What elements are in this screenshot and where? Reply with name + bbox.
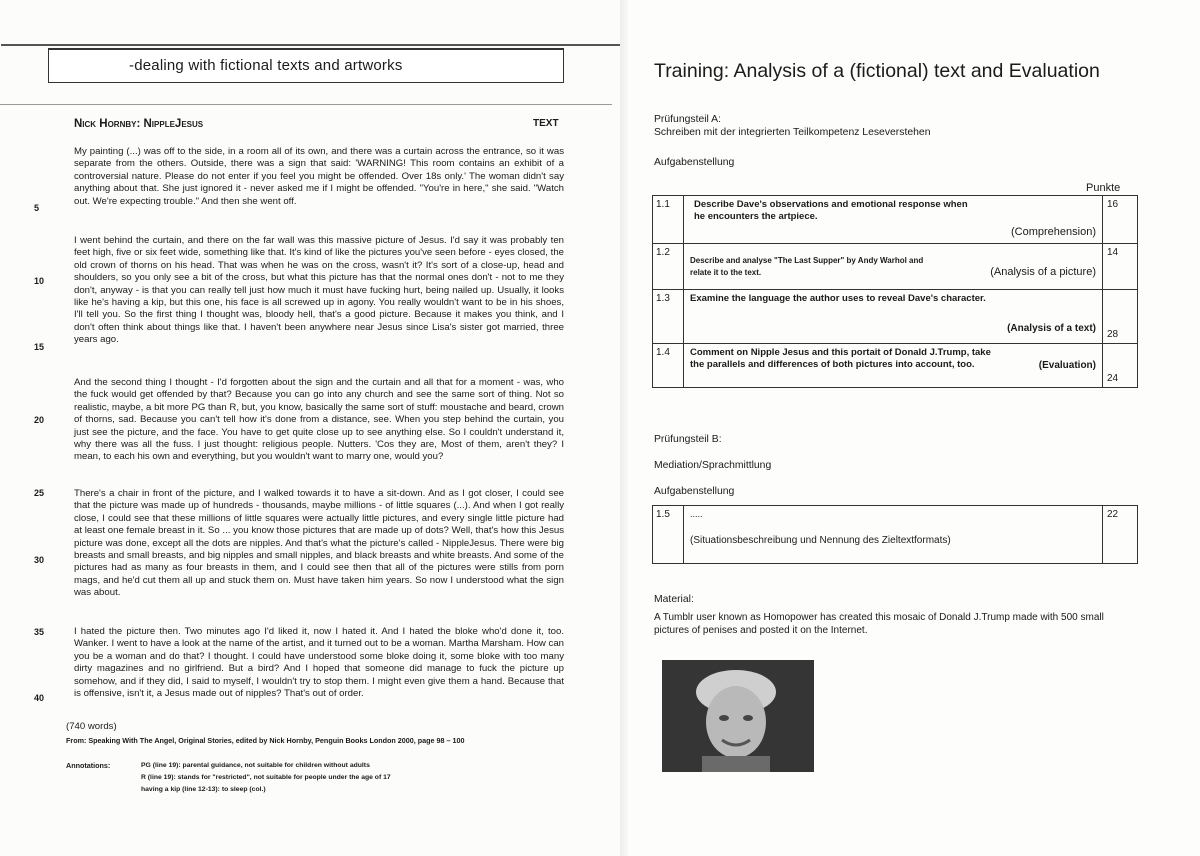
part-a-label: Prüfungsteil A:: [654, 114, 722, 125]
divider: [0, 104, 612, 105]
part-b-description: Mediation/Sprachmittlung: [654, 460, 772, 471]
line-number: 10: [34, 276, 45, 286]
annotation-item: PG (line 19): parental guidance, not suitable for children without adults: [141, 762, 370, 769]
table-row: [653, 506, 1138, 564]
task-dots: .....: [690, 509, 703, 519]
task-number: 1.1: [653, 196, 684, 244]
task-category: (Comprehension): [1011, 226, 1096, 238]
task-table-b: [652, 505, 1138, 564]
material-label: Material:: [654, 594, 694, 605]
material-description: A Tumblr user known as Homopower has created this mosaic of Donald J.Trump made with 500 small pictures of penises and posted it on the Internet.: [654, 612, 1104, 636]
line-number: 15: [34, 342, 45, 352]
task-table: [652, 195, 1138, 388]
paragraph-3: And the second thing I thought - I'd forgotten about the sign and the curtain and all that for a moment - was, who the fuck would get offended by that? Because you can go into any church and see the same sort of thing. Not so realistic, maybe, a bit more PG than R, but, you know, basically the same sort of stuff: moustache and beard, crown of thorns, sad. Because you can't tell how it's done from a distance, see. When you step behind the curtain, you just see the picture, and the face. You have to get quite close up to see anything else. So I couldn't understand it, why there was all the fuss. I just thought: religious people. Nutters. 'Cos they are, Most of them, aren't they? I mean, to each his own and everything, but you wouldn't want to marry one, would you?: [74, 377, 564, 463]
annotation-item: having a kip (line 12-13): to sleep (col.): [141, 786, 266, 793]
task-number: 1.2: [653, 244, 684, 290]
part-b-label: Prüfungsteil B:: [654, 434, 722, 445]
line-number: 35: [34, 627, 45, 637]
paragraph-5: I hated the picture then. Two minutes ago I'd liked it, now I hated it. And I hated the bloke who'd done it, too. Wanker. I went to have a look at the name of the artist, and it turned out to be a woman. Martha Marsham. How can you be a woman and do that? I thought. I could have understood some bloke doing it, some bloke with too many dirty magazines and no girlfriend. But a bird? And I hoped that someone did manage to fuck the picture up somehow, and if they did, I said to myself, I wouldn't try to stop them. I might even give them a hand. Because that is offensive, isn't it, a Jesus made out of nipples? That's out of order.: [74, 626, 564, 700]
task-cell: [684, 290, 1103, 344]
line-number: 25: [34, 488, 45, 498]
right-page: [628, 0, 1200, 856]
task-cell: [684, 344, 1103, 388]
section-header-box: [48, 48, 564, 83]
task-cell: [684, 196, 1103, 244]
task-points: 16: [1103, 196, 1138, 244]
word-count: (740 words): [66, 721, 117, 732]
source-citation: From: Speaking With The Angel, Original Stories, edited by Nick Hornby, Penguin Books London 2000, page 98 – 100: [66, 736, 465, 745]
line-number: 30: [34, 555, 45, 565]
task-category: (Analysis of a picture): [990, 266, 1096, 278]
task-points: 28: [1103, 290, 1138, 344]
text-label: TEXT: [533, 118, 559, 129]
paragraph-4: There's a chair in front of the picture, and I walked towards it to have a sit-down. And as I got closer, I could see that the picture was made up of hundreds - thousands, maybe millions - of little squares (...). And when I got really close, I could see that these millions of little squares were actually little pictures, and every single little picture had at least one female breast in it. So ... you know those pictures that are made up of dots? Well, that's how this Jesus picture was done, except all the dots are nipples. And that's what the picture's called - NippleJesus. There were big breasts and small breasts, and big nipples and small nipples, and black breasts and white breasts. And some of the pictures had as many as four breasts in them, and I could see then that all of the pictures were stills from porn mags, and he'd cut them all up and stuck them on. Must have taken him years. So now I understood what the sign was about.: [74, 488, 564, 599]
task-cell: [684, 506, 1103, 564]
task-heading: Aufgabenstellung: [654, 157, 735, 168]
table-row: [653, 196, 1138, 244]
table-row: [653, 344, 1138, 388]
task-text: Describe Dave's observations and emotional response when he encounters the artpiece.: [694, 199, 968, 222]
task-points: 14: [1103, 244, 1138, 290]
portrait-photo: [662, 660, 814, 772]
task-category: (Analysis of a text): [1007, 322, 1096, 334]
part-a-description: Schreiben mit der integrierten Teilkompetenz Leseverstehen: [654, 127, 931, 138]
task-number: 1.4: [653, 344, 684, 388]
header-rule: [1, 44, 661, 46]
section-title: -dealing with fictional texts and artworks: [129, 57, 403, 74]
task-description: (Situationsbeschreibung und Nennung des Zieltextformats): [690, 535, 951, 546]
task-text: Examine the language the author uses to reveal Dave's character.: [690, 293, 986, 304]
task-points: 22: [1103, 506, 1138, 564]
mosaic-portrait-image: [662, 660, 814, 772]
page-title: Training: Analysis of a (fictional) text and Evaluation: [654, 60, 1100, 82]
paragraph-1: My painting (...) was off to the side, in a room all of its own, and there was a curtain across the entrance, so it was separate from the others. Outside, there was a sign that said: 'WARNING! This room contains an exhibit of a controversial nature. Please do not enter if you feel you might be offended. Over 18s only.' The woman didn't say anything about that. She just ignored it - never asked me if I might be offended. "You're in here," she said. "Watch out. We're expecting trouble." And then she went off.: [74, 146, 564, 207]
page-gutter: [620, 0, 628, 856]
line-number: 20: [34, 415, 45, 425]
line-number: 5: [34, 203, 40, 213]
annotation-item: R (line 19): stands for "restricted", not suitable for people under the age of 17: [141, 774, 391, 781]
task-text: Describe and analyse "The Last Supper" by Andy Warhol and relate it to the text.: [690, 256, 924, 277]
task-category: (Evaluation): [1038, 360, 1096, 371]
paragraph-2: I went behind the curtain, and there on the far wall was this massive picture of Jesus. I'd say it was probably ten feet high, five or six feet wide, something like that. It's kind of like the pictures you've seen before - eyes closed, the old crown of thorns on his head. That was when he was on the cross, wasn't it? It's sort of a close-up, head and shoulders, so you only see a bit of the cross, but what this picture has that the normal ones don't - not to me they don't, anyway - is that you can really tell just how much it must have fucking hurt, being nailed up. Usually, it looks like he's having a kip, but this one, his face is all screwed up in agony. You really wouldn't want to be in his shoes, I'll tell you. So the first thing I thought was, bloody hell, that's a good picture. Because it makes you think, and I don't often think about things like that. I haven't been anywhere near Jesus since Lisa's sister got married, three years ago.: [74, 235, 564, 346]
task-heading-b: Aufgabenstellung: [654, 486, 735, 497]
task-number: 1.3: [653, 290, 684, 344]
task-points: 24: [1103, 344, 1138, 388]
line-number: 40: [34, 693, 45, 703]
task-number: 1.5: [653, 506, 684, 564]
task-text: Comment on Nipple Jesus and this portait of Donald J.Trump, take the parallels and differences of both pictures into account, too.: [690, 347, 991, 370]
points-heading: Punkte: [1086, 182, 1121, 194]
table-row: [653, 244, 1138, 290]
table-row: [653, 290, 1138, 344]
annotations-label: Annotations:: [66, 761, 111, 770]
author-title: Nick Hornby: NippleJesus: [74, 118, 204, 130]
task-cell: [684, 244, 1103, 290]
